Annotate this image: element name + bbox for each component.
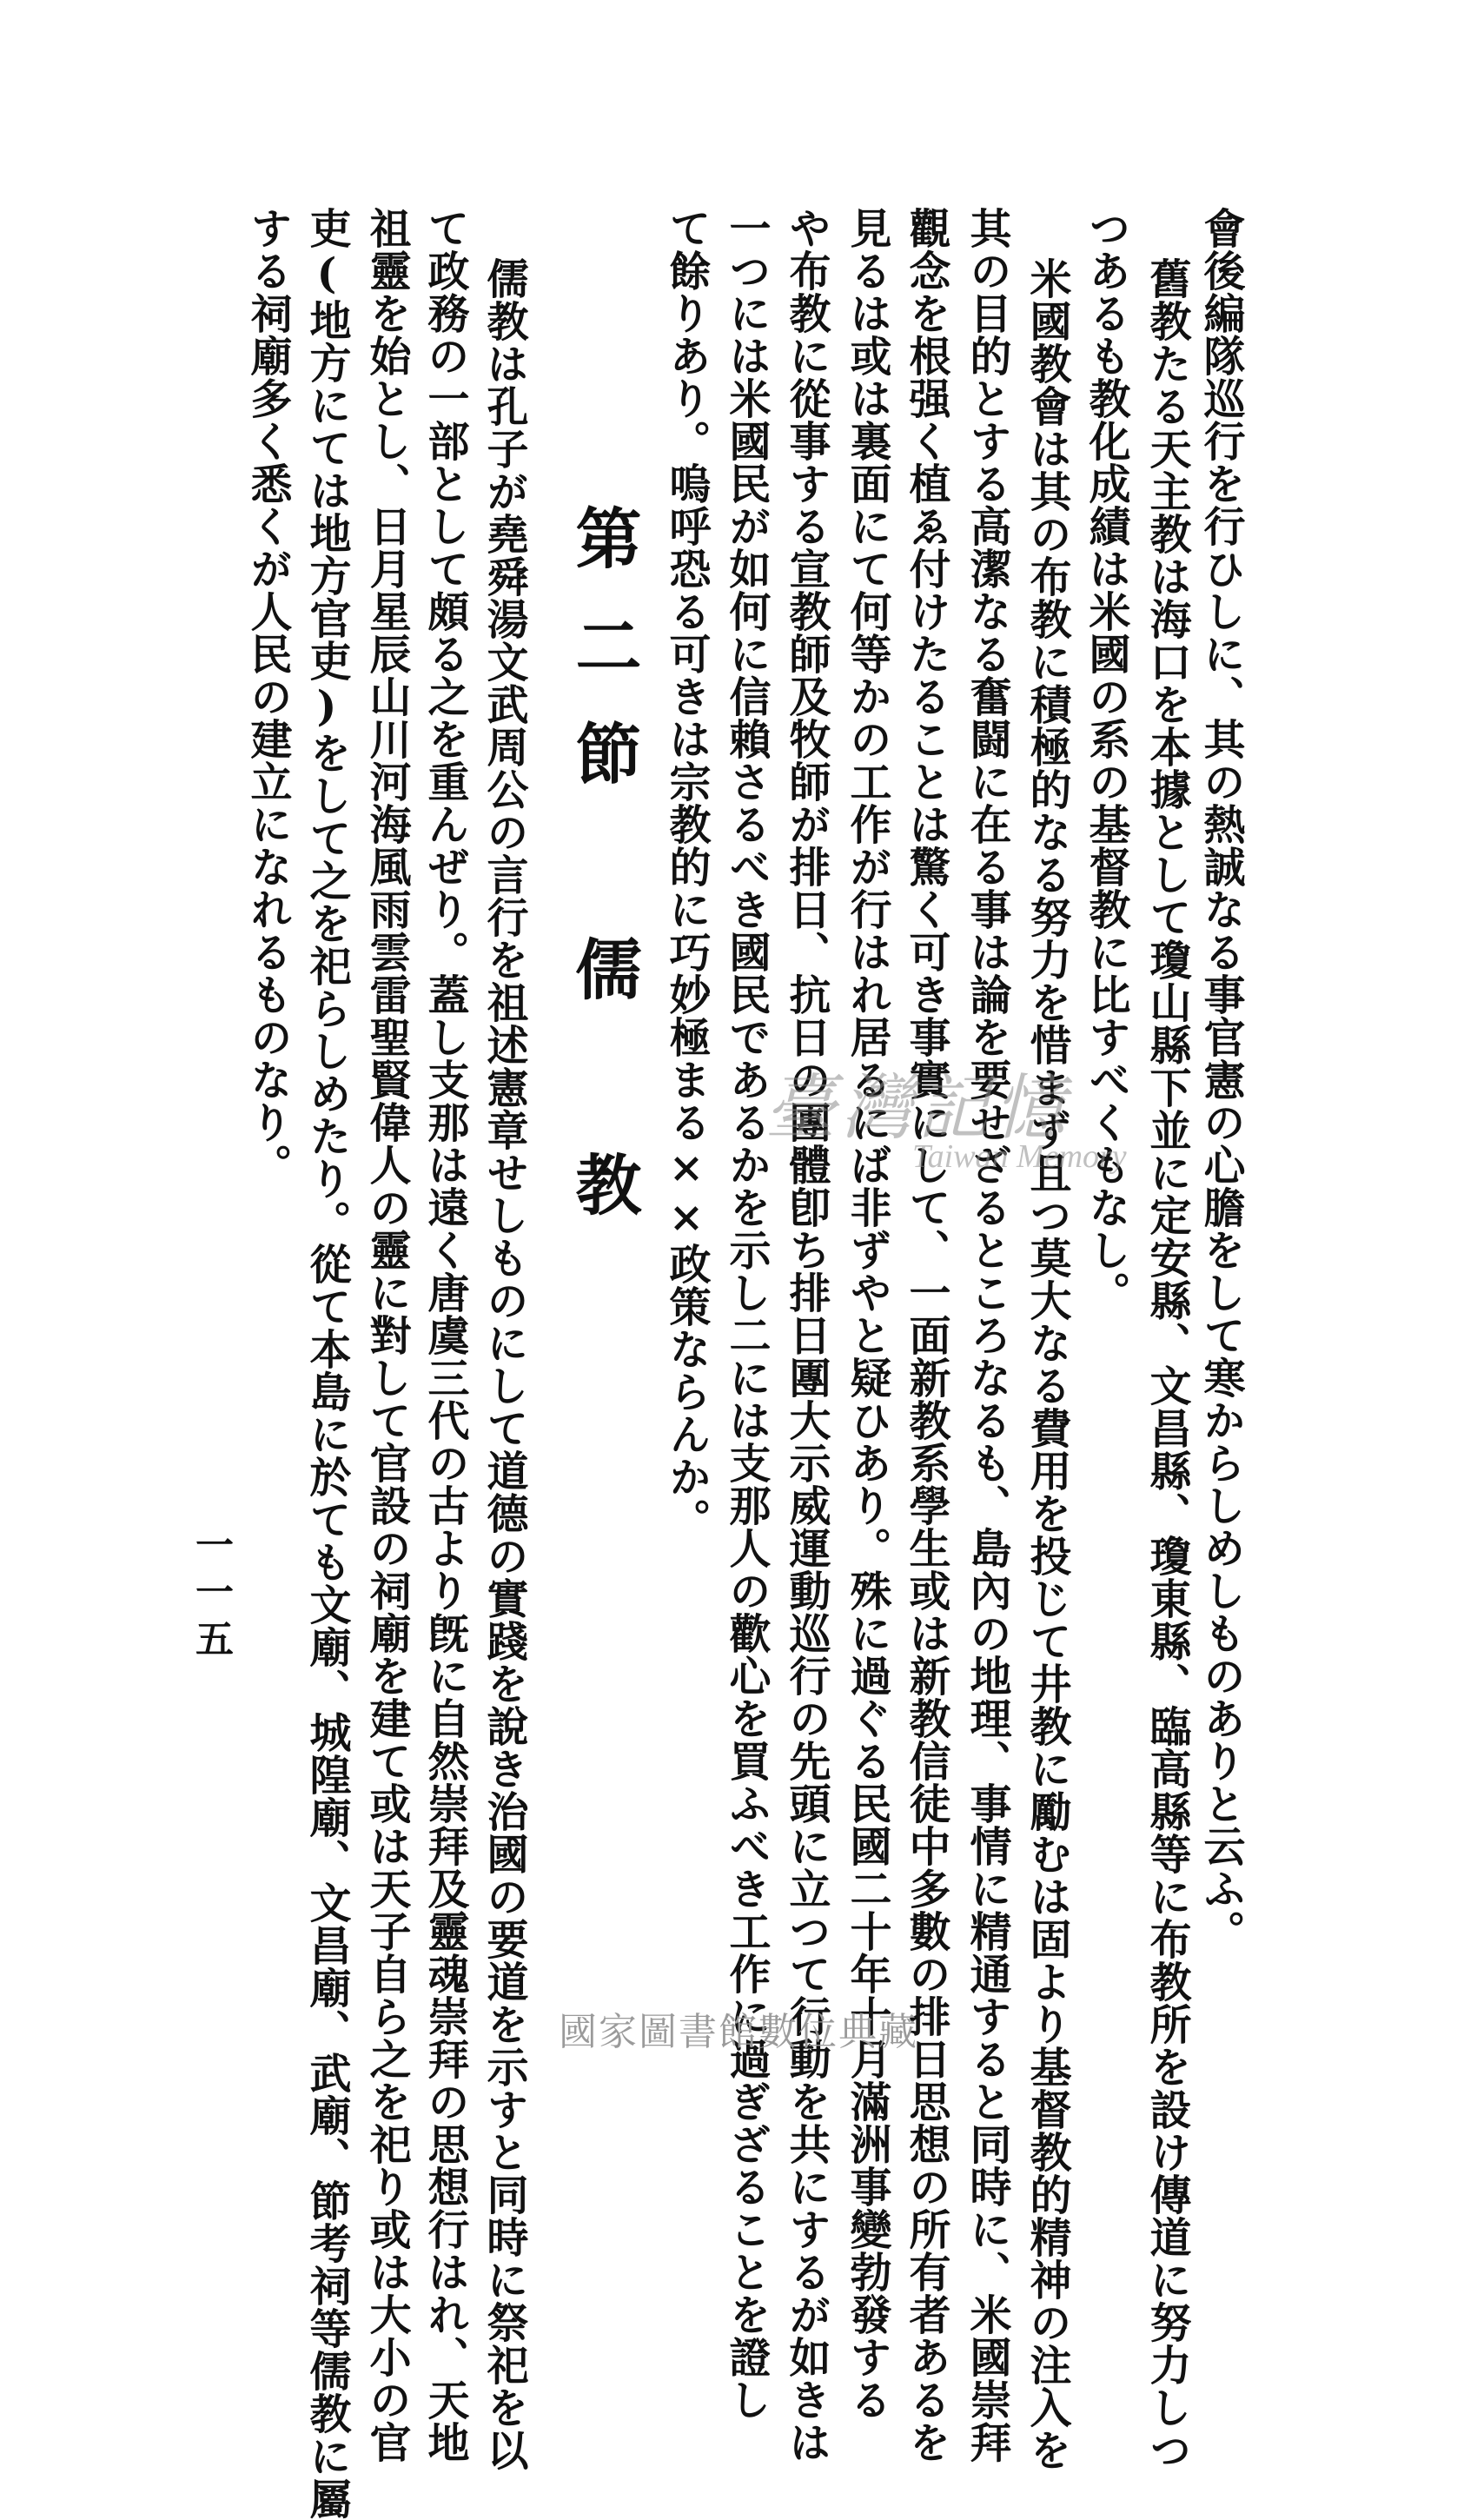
text-column: つあるも教化成績は米國の系の基督教に比すべくもなし。: [1082, 207, 1130, 1314]
text-column: 祖靈を始とし、日月星辰山川河海風雨雲雷聖賢偉人の靈に對して官設の祠廟を建て或は天子自ら之を祀り或は大小の官: [362, 207, 411, 2464]
text-column: する祠廟多く悉くが人民の建立になれるものなり。: [243, 207, 292, 1186]
text-column: 米國教會は其の布教に積極的なる努力を惜まず且つ莫大なる費用を投じて井教に勵むは固より基督教的精神の注入を: [1023, 257, 1071, 2471]
page-number: 一一五: [189, 1525, 233, 1666]
text-column: 吏(地方にては地方官吏)をして之を祀らしめたり。從て本島に於ても文廟、城隍廟、文昌廟、武廟、節考祠等儒教に屬: [302, 207, 351, 2520]
taiwan-memory-watermark: [765, 1051, 1127, 1176]
text-column: 見るは或は裏面にて何等かの工作が行はれ居るにば非ずやと疑ひあり。殊に過ぐる民國二十年十月滿洲事變勃發する: [843, 207, 891, 2421]
watermark-cjk: 臺灣記憶: [765, 1067, 1070, 1150]
text-column: 舊教たる天主教は海口を本據として瓊山縣下並に定安縣、文昌縣、瓊東縣、臨高縣等に布教所を設け傳道に努力しつ: [1143, 257, 1191, 2471]
text-column: や布教に從事する宣教師及牧師が排日、抗日の團體卽ち排日團大示威運動巡行の先頭に立つて行動を共にするが如きは: [782, 207, 831, 2464]
section-heading: 第二節 儒 教: [565, 504, 642, 1258]
text-column: 一つには米國民が如何に信賴さるべき國民であるかを示し二には支那人の歡心を買ふべき工作に過ぎざることを證し: [722, 207, 771, 2421]
text-column: 其の目的とする高潔なる奮闘に在る事は論を要せざるところなるも、島內の地理、事情に精通すると同時に、米國崇拜: [963, 207, 1011, 2464]
text-column: 觀念を根强く植ゑ付けたることは驚く可き事實にして、一面新教系學生或は新教信徒中多數の排日思想の所有者あるを: [902, 207, 950, 2464]
text-column: て餘りあり。嗚呼恐る可きは宗教的に巧妙極まる××政策ならんか。: [662, 207, 711, 1541]
watermark-en: Taiwan Memory: [912, 1138, 1127, 1175]
text-column: 儒教は孔子が堯舜湯文武周公の言行を祖述憲章せしものにして道德の實踐を說き治國の要道を示すと同時に祭祀を以: [480, 257, 528, 2471]
text-column: 會後編隊巡行を行ひしに、其の熱誠なる事官憲の心膽をして寒からしめしものありと云ふ。: [1196, 207, 1245, 1953]
text-column: て政務の一部として頗る之を重んぜり。蓋し支那は遠く唐虞三代の古より旣に自然崇拜及靈魂崇拜の思想行はれ、天地: [421, 207, 469, 2464]
footer-credit: 國家圖書館數位典藏: [559, 2010, 918, 2054]
